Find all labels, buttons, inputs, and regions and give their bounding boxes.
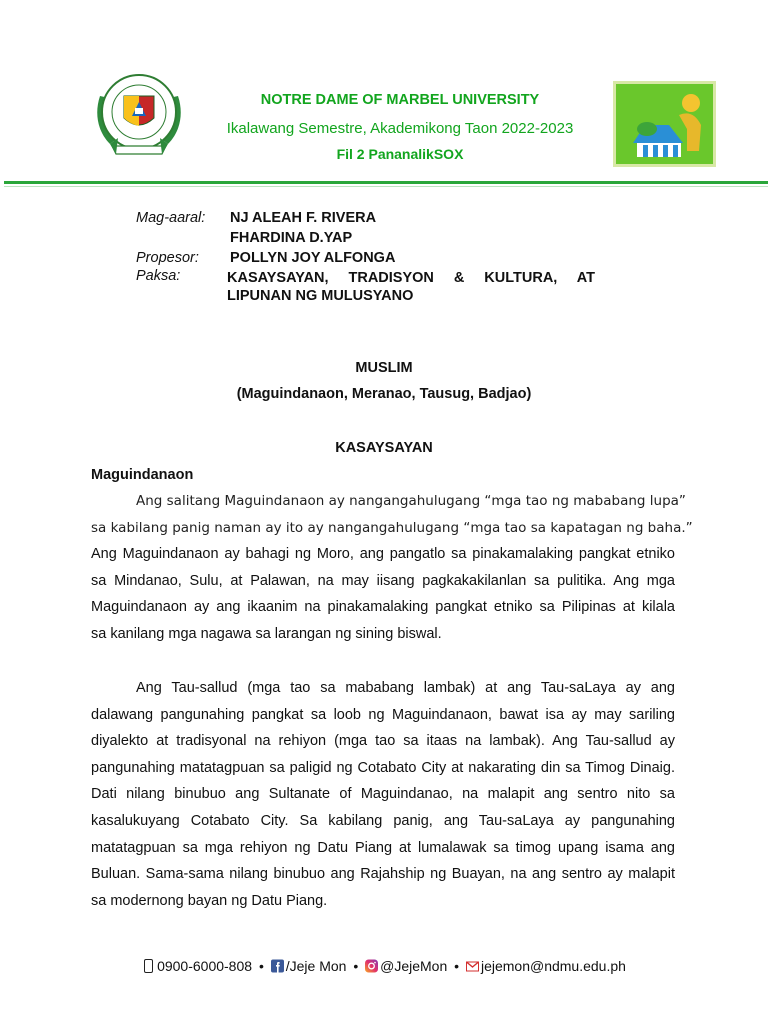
document-title: MUSLIM <box>355 360 413 376</box>
footer-separator: • <box>454 958 460 974</box>
paragraph-1 <box>91 488 693 648</box>
paragraph-line: Ang Maguindanaon ay bahagi ng Moro, ang pangatlo sa pinakamalaking pangkat etniko <box>91 546 675 563</box>
paragraph-line: pangunahing matatagpuan sa paligid ng Cotabato City at nakarating din sa Timog Dinaig. <box>91 759 675 776</box>
contact-footer <box>0 958 768 974</box>
university-seal-logo <box>92 66 186 162</box>
paragraph-2 <box>91 675 675 914</box>
footer-separator: • <box>353 958 359 974</box>
paragraph-line: matatagpuan sa mga rehiyon ng Datu Piang at lumalawak sa timog upang isama ang <box>91 839 675 856</box>
student-label: Mag-aaral: <box>136 210 206 226</box>
course-title: Fil 2 PananalikSOX <box>336 146 464 162</box>
paragraph-line: dalawang pangunahing pangkat sa loob ng Maguindanaon, bawat isa ay may sariling <box>91 706 675 723</box>
footer-phone: 0900-6000-808 <box>157 958 253 974</box>
topic-line-1: KASAYSAYAN, TRADISYON & KULTURA, AT <box>227 270 595 286</box>
document-subtitle: (Maguindanaon, Meranao, Tausug, Badjao) <box>236 386 532 402</box>
mail-icon <box>466 959 479 973</box>
subsection-heading: Maguindanaon <box>91 467 194 483</box>
green-university-logo <box>613 81 716 167</box>
footer-email: jejemon@ndmu.edu.ph <box>480 958 626 974</box>
professor-name: POLLYN JOY ALFONGA <box>230 250 396 266</box>
header-divider <box>4 181 768 184</box>
facebook-icon <box>271 959 284 973</box>
footer-instagram: @JejeMon <box>380 958 448 974</box>
professor-label: Propesor: <box>136 250 199 266</box>
header-divider-shadow <box>4 186 768 187</box>
paragraph-line: Ang salitang Maguindanaon ay nangangahulugang “mga tao ng mababang lupa” <box>136 493 686 509</box>
topic-label: Paksa: <box>136 268 181 284</box>
section-heading: KASAYSAYAN <box>335 440 433 456</box>
phone-icon <box>142 959 155 973</box>
paragraph-line: Dati nilang binubuo ang Sultanate of Maguindanao, na malapit ang sentro nito sa <box>91 786 675 803</box>
paragraph-line: sa kabilang panig naman ay ito ay nangangahulugang “mga tao sa kapatagan ng baha.” <box>91 519 693 536</box>
paragraph-line: diyalekto at tradisyonal na rehiyon (mga tao sa itaas na lambak). Ang Tau-sallud ay <box>91 733 675 750</box>
student-name-1: NJ ALEAH F. RIVERA <box>230 210 377 226</box>
instagram-icon <box>365 959 378 973</box>
footer-separator: • <box>258 958 264 974</box>
paragraph-line: Ang Tau-sallud (mga tao sa mababang lambak) at ang Tau-saLaya ay ang <box>136 680 675 696</box>
university-name: NOTRE DAME OF MARBEL UNIVERSITY <box>260 92 540 108</box>
paragraph-line: kasalukuyang Cotabato City. Sa kabilang panig, ang Tau-saLaya ay pangunahing <box>91 812 675 829</box>
paragraph-line: sa modernong bayan ng Datu Piang. <box>91 892 328 909</box>
paragraph-line: sa kanilang mga nagawa sa larangan ng sining biswal. <box>91 625 442 642</box>
topic-line-2: LIPUNAN NG MULUSYANO <box>227 288 414 304</box>
paragraph-line: Buluan. Sama-sama nilang binubuo ang Rajahship ng Buayan, na ang sentro ay malapit <box>91 866 675 883</box>
footer-facebook: /Jeje Mon <box>285 958 347 974</box>
semester-line: Ikalawang Semestre, Akademikong Taon 2022-2023 <box>226 120 574 137</box>
paragraph-line: sa Mindanao, Sulu, at Palawan, na may iisang pagkakakilanlan sa pulitika. Ang mga <box>91 572 675 589</box>
student-name-2: FHARDINA D.YAP <box>230 230 353 246</box>
paragraph-line: Maguindanaon ay ang ikaanim na pinakamalaking pangkat etniko sa Pilipinas at kilala <box>91 599 675 616</box>
